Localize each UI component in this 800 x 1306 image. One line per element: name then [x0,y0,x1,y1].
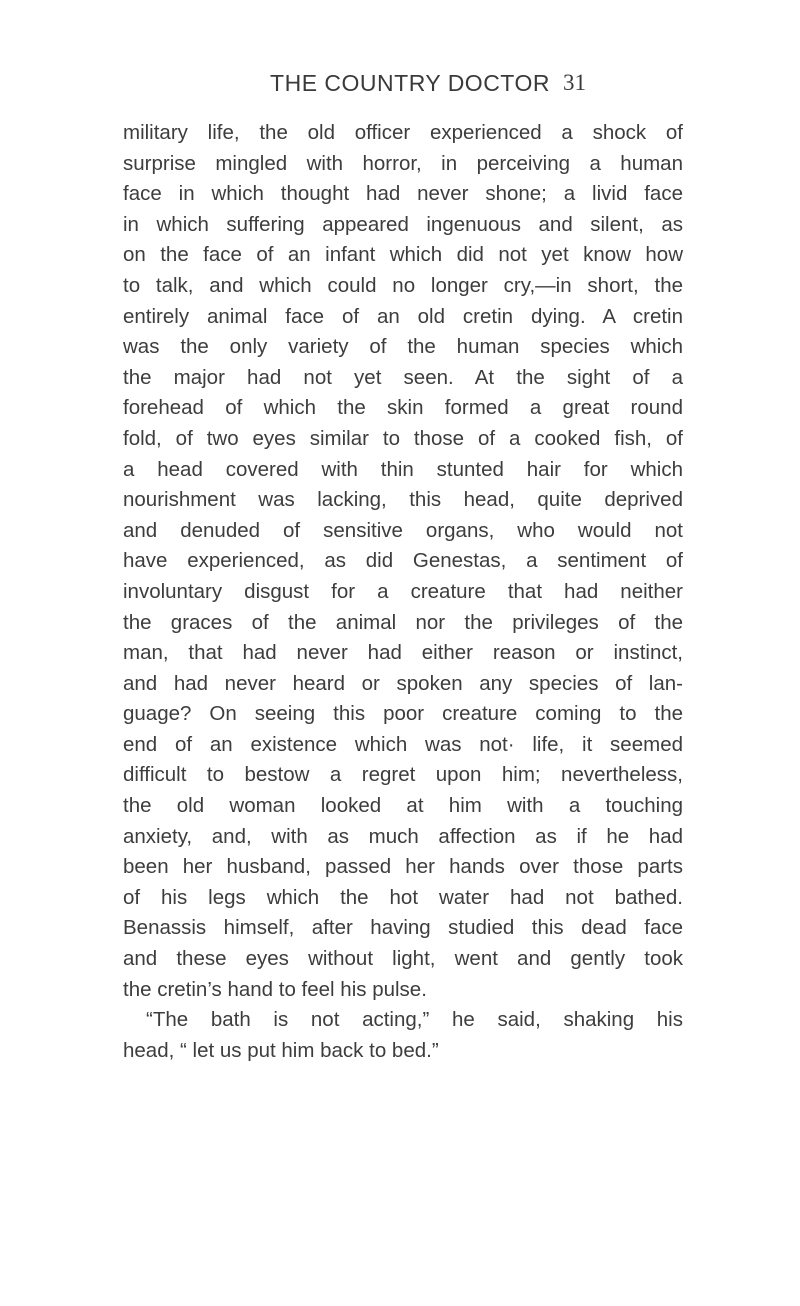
text-line: nourishment was lacking, this head, quite deprived [123,488,683,512]
running-title: THE COUNTRY DOCTOR [270,70,550,96]
text-line: have experienced, as did Genestas, a sentiment of [123,549,683,573]
running-head [0,70,800,100]
text-line: forehead of which the skin formed a great round [123,396,683,420]
text-line: the graces of the animal nor the privileges of the [123,610,683,634]
text-line: surprise mingled with horror, in perceiving a human [123,151,683,175]
text-line: entirely animal face of an old cretin dying. A cretin [123,304,683,328]
text-line: involuntary disgust for a creature that had neither [123,579,683,603]
text-line: in which suffering appeared ingenuous and silent, as [123,212,683,236]
text-line: and these eyes without light, went and gently took [123,947,683,971]
text-line: fold, of two eyes similar to those of a cooked fish, of [123,426,683,450]
text-line: the major had not yet seen. At the sight of a [123,365,683,389]
body-text [123,118,683,1066]
text-line: was the only variety of the human species which [123,335,683,359]
text-line: anxiety, and, with as much affection as if he had [123,824,683,848]
text-line: on the face of an infant which did not yet know how [123,243,683,267]
text-line: man, that had never had either reason or instinct, [123,641,683,665]
text-line: end of an existence which was not· life, it seemed [123,732,683,756]
text-line: difficult to bestow a regret upon him; nevertheless, [123,763,683,787]
text-line: head, “ let us put him back to bed.” [123,1038,439,1062]
text-line: to talk, and which could no longer cry,—in short, the [123,273,683,297]
page-number: 31 [563,70,586,95]
text-line: guage? On seeing this poor creature coming to the [123,702,683,726]
text-line: the cretin’s hand to feel his pulse. [123,977,427,1001]
text-line: the old woman looked at him with a touching [123,794,683,818]
text-line: “The bath is not acting,” he said, shaking his [146,1008,683,1032]
text-line: a head covered with thin stunted hair for which [123,457,683,481]
text-line: Benassis himself, after having studied this dead face [123,916,683,940]
text-line: of his legs which the hot water had not bathed. [123,885,683,909]
text-line: and had never heard or spoken any species of lan- [123,671,683,695]
text-line: face in which thought had never shone; a livid face [123,182,683,206]
text-line: military life, the old officer experienced a shock of [123,121,683,144]
text-line: been her husband, passed her hands over those parts [123,855,683,879]
text-line: and denuded of sensitive organs, who would not [123,518,683,542]
